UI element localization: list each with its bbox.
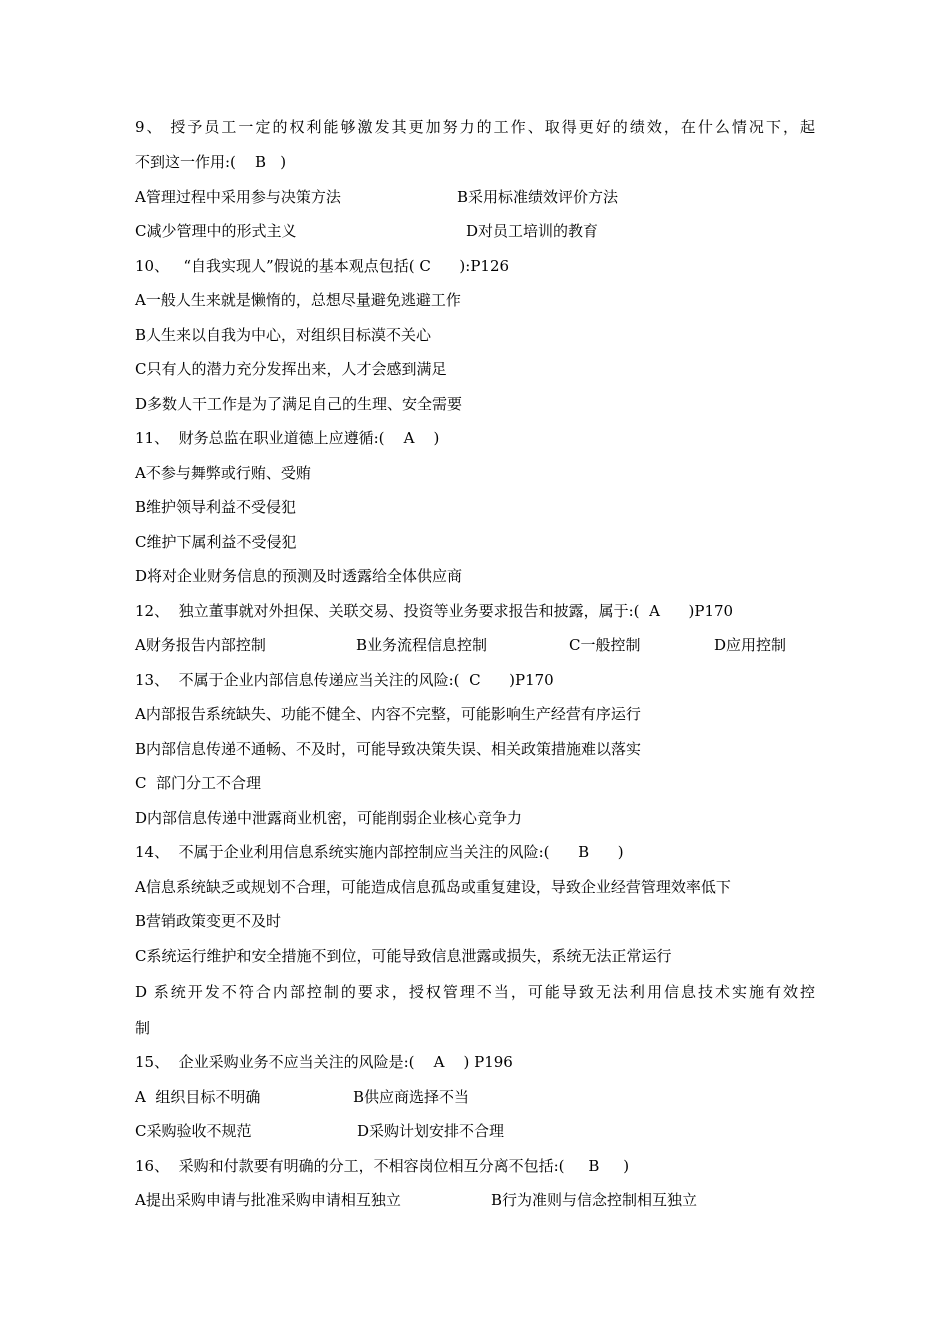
question-9-text: 9、 授予员工一定的权利能够激发其更加努力的工作、取得更好的绩效，在什么情况下，起: [135, 118, 815, 136]
question-9-option-c: C减少管理中的形式主义: [135, 222, 297, 240]
question-15-option-c: C采购验收不规范: [135, 1122, 252, 1140]
question-13-option-b: B内部信息传递不通畅、不及时，可能导致决策失误、相关政策措施难以落实: [135, 740, 642, 758]
question-14-option-d: D 系统开发不符合内部控制的要求，授权管理不当，可能导致无法利用信息技术实施有效控: [135, 983, 815, 1001]
question-11-option-a: A不参与舞弊或行贿、受贿: [135, 464, 311, 482]
question-13-option-c: C 部门分工不合理: [135, 774, 262, 792]
question-10-text: 10、 “自我实现人”假说的基本观点包括( C ):P126: [135, 257, 510, 275]
question-10-option-d: D多数人干工作是为了满足自己的生理、安全需要: [135, 395, 463, 413]
question-16-option-a: A提出采购申请与批准采购申请相互独立: [135, 1191, 401, 1209]
question-13-text: 13、 不属于企业内部信息传递应当关注的风险:( C )P170: [135, 671, 554, 689]
question-12-options-row: [135, 635, 815, 755]
question-15-text: 15、 企业采购业务不应当关注的风险是:( A ) P196: [135, 1053, 513, 1071]
question-15-option-b: B供应商选择不当: [353, 1088, 470, 1106]
question-15-option-a: A 组织目标不明确: [135, 1088, 261, 1106]
question-9-option-b: B采用标准绩效评价方法: [457, 188, 619, 206]
question-13-option-a: A内部报告系统缺失、功能不健全、内容不完整，可能影响生产经营有序运行: [135, 705, 641, 723]
question-16-option-b: B行为准则与信念控制相互独立: [491, 1191, 698, 1209]
question-11-text: 11、 财务总监在职业道德上应遵循:( A ): [135, 429, 440, 447]
question-12-option-a: A财务报告内部控制: [135, 636, 266, 654]
question-14-text: 14、 不属于企业利用信息系统实施内部控制应当关注的风险:( B ): [135, 843, 624, 861]
question-16-options-row-1: [135, 1190, 815, 1270]
question-9-option-d: D对员工培训的教育: [466, 222, 599, 240]
question-10-option-c: C只有人的潜力充分发挥出来，人才会感到满足: [135, 360, 447, 378]
question-14-option-a: A信息系统缺乏或规划不合理，可能造成信息孤岛或重复建设，导致企业经营管理效率低下: [135, 878, 731, 896]
question-14-option-b: B营销政策变更不及时: [135, 912, 282, 930]
question-15-option-d: D采购计划安排不合理: [357, 1122, 505, 1140]
question-13-option-d: D内部信息传递中泄露商业机密，可能削弱企业核心竞争力: [135, 809, 523, 827]
question-9-text-continued: 不到这一作用:( B ): [135, 153, 287, 171]
question-12-option-c: C一般控制: [569, 636, 641, 654]
question-11-option-b: B维护领导利益不受侵犯: [135, 498, 297, 516]
question-11-option-d: D将对企业财务信息的预测及时透露给全体供应商: [135, 567, 463, 585]
question-12-text: 12、 独立董事就对外担保、关联交易、投资等业务要求报告和披露，属于:( A )P170: [135, 602, 734, 620]
question-16-text: 16、 采购和付款要有明确的分工，不相容岗位相互分离不包括:( B ): [135, 1157, 630, 1175]
question-12-option-d: D应用控制: [714, 636, 787, 654]
question-11-option-c: C维护下属利益不受侵犯: [135, 533, 297, 551]
question-14-option-d-continued: 制: [135, 1019, 151, 1037]
question-12-option-b: B业务流程信息控制: [356, 636, 488, 654]
question-14-option-c: C系统运行维护和安全措施不到位，可能导致信息泄露或损失，系统无法正常运行: [135, 947, 672, 965]
question-9-option-a: A管理过程中采用参与决策方法: [135, 188, 341, 206]
question-10-option-a: A一般人生来就是懒惰的，总想尽量避免逃避工作: [135, 291, 461, 309]
question-10-option-b: B人生来以自我为中心，对组织目标漠不关心: [135, 326, 432, 344]
